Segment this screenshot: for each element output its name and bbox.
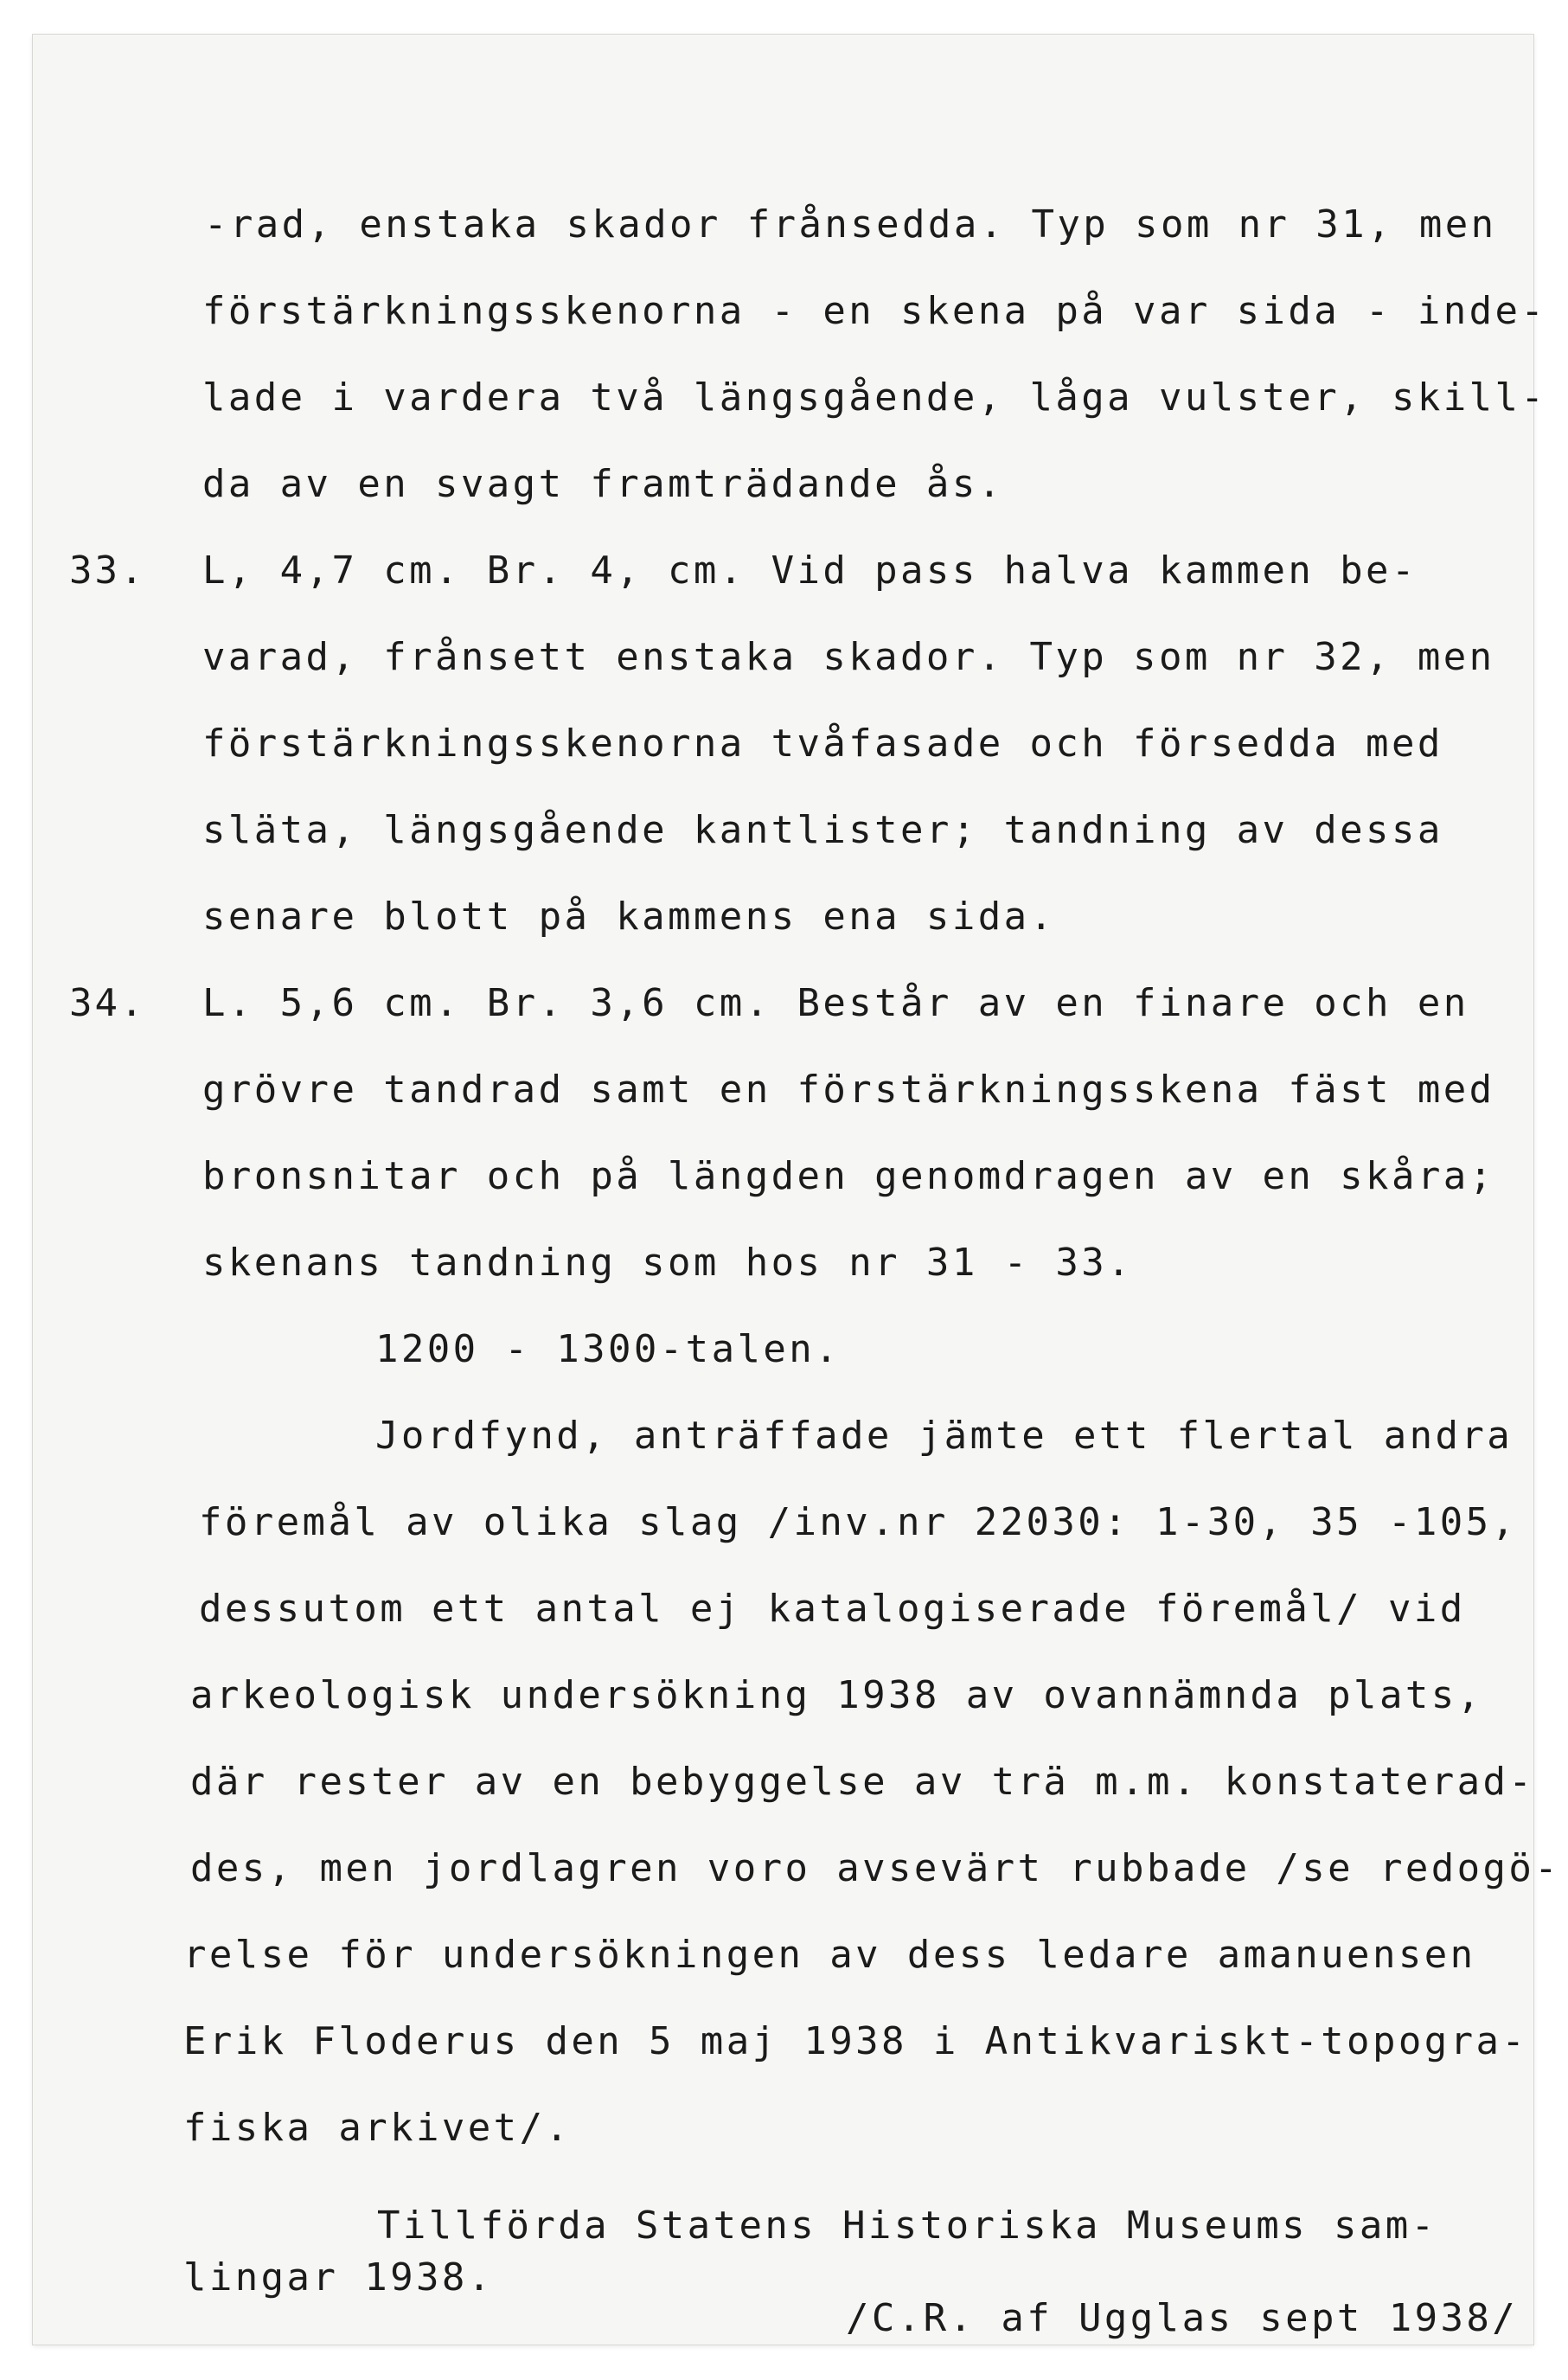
text-line: Tillförda Statens Historiska Museums sam-	[377, 2204, 1437, 2248]
document-page	[33, 35, 1561, 2345]
text-line: släta, längsgående kantlister; tandning av dessa	[202, 808, 1443, 852]
text-line: där rester av en bebyggelse av trä m.m. konstaterad-	[190, 1760, 1535, 1804]
text-line: fiska arkivet/.	[183, 2106, 572, 2150]
text-line: Jordfynd, anträffade jämte ett flertal andra	[375, 1414, 1514, 1458]
text-line: lade i vardera två längsgående, låga vulster, skill-	[202, 375, 1547, 420]
text-line: senare blott på kammens ena sida.	[202, 895, 1056, 939]
text-line: grövre tandrad samt en förstärkningsskena fäst med	[202, 1068, 1495, 1112]
text-line: lingar 1938.	[183, 2255, 494, 2300]
text-line: relse för undersökningen av dess ledare amanuensen	[183, 1933, 1476, 1977]
text-line: L, 4,7 cm. Br. 4, cm. Vid pass halva kammen be-	[202, 548, 1418, 593]
text-line: förstärkningsskenorna - en skena på var sida - inde-	[202, 289, 1547, 333]
text-line: föremål av olika slag /inv.nr 22030: 1-30, 35 -105,	[199, 1500, 1518, 1544]
text-line: skenans tandning som hos nr 31 - 33.	[202, 1241, 1134, 1285]
text-line: 1200 - 1300-talen.	[375, 1327, 842, 1371]
text-line: des, men jordlagren voro avsevärt rubbade /se redogö-	[190, 1846, 1561, 1890]
text-line: Erik Floderus den 5 maj 1938 i Antikvariskt-topogra-	[183, 2019, 1528, 2063]
text-line: arkeologisk undersökning 1938 av ovannämnda plats,	[190, 1673, 1483, 1717]
text-line: bronsnitar och på längden genomdragen av en skåra;	[202, 1154, 1495, 1198]
item-number: 33.	[69, 548, 146, 593]
text-line: varad, frånsett enstaka skador. Typ som nr 32, men	[202, 635, 1495, 679]
text-line: L. 5,6 cm. Br. 3,6 cm. Består av en finare och en	[202, 981, 1469, 1025]
item-number: 34.	[69, 981, 146, 1025]
text-line: -rad, enstaka skador frånsedda. Typ som nr 31, men	[204, 202, 1497, 247]
text-line: da av en svagt framträdande ås.	[202, 462, 1004, 506]
signature-line: /C.R. af Ugglas sept 1938/	[846, 2296, 1519, 2340]
text-line: förstärkningsskenorna tvåfasade och försedda med	[202, 722, 1443, 766]
text-line: dessutom ett antal ej katalogiserade föremål/ vid	[199, 1587, 1466, 1631]
